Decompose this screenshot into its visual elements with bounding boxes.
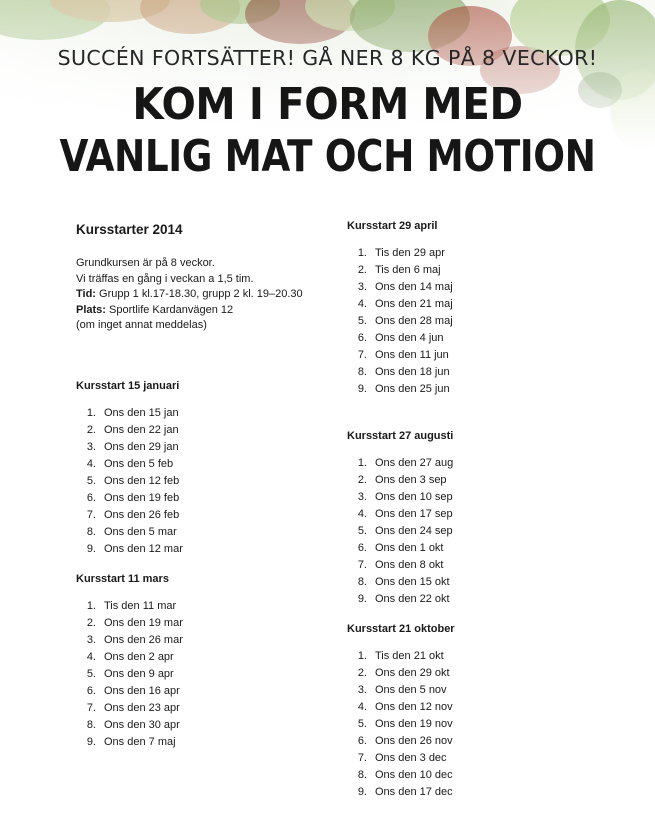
info-time <box>76 287 303 303</box>
main-title-line-1: KOM I FORM MED <box>132 79 523 130</box>
course-heading-mar: Kursstart 11 mars <box>76 573 169 585</box>
course-heading-aug: Kursstart 27 augusti <box>347 430 454 442</box>
main-title-line-2: VANLIG MAT OCH MOTION <box>59 131 596 182</box>
course-heading-jan: Kursstart 15 januari <box>76 380 180 392</box>
header-banner <box>0 0 655 200</box>
time-label: Tid: <box>76 288 96 300</box>
info-frequency: Vi träffas en gång i veckan a 1,5 tim. <box>76 272 254 285</box>
schedule-heading: Kursstarter 2014 <box>76 222 183 237</box>
info-note: (om inget annat meddelas) <box>76 319 207 331</box>
time-value: Grupp 1 kl.17-18.30, grupp 2 kl. 19–20.30 <box>95 288 303 300</box>
info-place <box>76 303 303 319</box>
course-info <box>76 256 303 334</box>
course-heading-oct: Kursstart 21 oktober <box>347 623 455 635</box>
place-label: Plats: <box>76 303 106 316</box>
tagline: SUCCÉN FORTSÄTTER! GÅ NER 8 KG PÅ 8 VECKOR! <box>57 46 598 70</box>
info-duration: Grundkursen är på 8 veckor. <box>76 257 215 269</box>
place-value: Sportlife Kardanvägen 12 <box>105 303 234 316</box>
course-heading-apr: Kursstart 29 april <box>347 220 438 232</box>
